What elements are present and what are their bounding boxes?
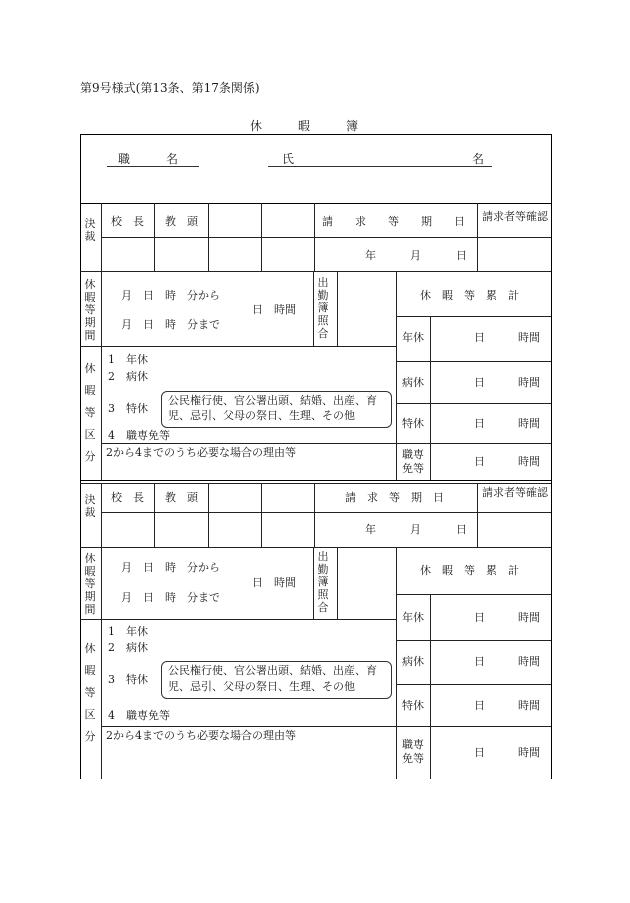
name-underline xyxy=(268,166,492,167)
position-label: 職 名 xyxy=(118,152,179,166)
vice-principal-label-2: 教 頭 xyxy=(165,491,198,504)
name-label-left: 氏 xyxy=(282,152,295,166)
cumulative-label: 休 暇 等 累 計 xyxy=(420,289,519,302)
frame-left xyxy=(80,134,81,779)
category-label-2: 休暇等区分 xyxy=(84,642,96,743)
category-label: 休暇等区分 xyxy=(84,362,96,463)
category-sick-2: 2 病休 xyxy=(108,641,148,654)
period-to-2: 月 日 時 分まで xyxy=(121,591,220,604)
request-month-2: 月 xyxy=(410,523,421,536)
decision-label: 決 裁 xyxy=(84,217,107,243)
total-duty-label-2: 職専免等 xyxy=(402,738,424,765)
total-sick-label-2: 病休 xyxy=(402,655,424,668)
period-to: 月 日 時 分まで xyxy=(121,318,220,331)
frame-right xyxy=(551,134,552,779)
total-annual-label: 年休 xyxy=(402,331,424,344)
request-date-label: 請 求 等 期 日 xyxy=(322,215,465,228)
category-special-2: 3 特休 xyxy=(108,673,148,686)
special-detail-1-2: 公民権行使、官公署出頭、結婚、出産、育 xyxy=(168,664,377,677)
principal-label-2: 校 長 xyxy=(111,491,144,504)
total-annual-days-2: 日 xyxy=(474,611,485,624)
total-annual-hours: 時間 xyxy=(518,331,540,344)
name-label-right: 名 xyxy=(472,152,485,166)
principal-label: 校 長 xyxy=(111,215,144,228)
attendance-check-label-2: 出勤簿照合 xyxy=(317,550,329,614)
total-special-days: 日 xyxy=(474,417,485,430)
form-title: 休 暇 簿 xyxy=(250,119,359,133)
total-duty-days: 日 xyxy=(474,455,485,468)
cumulative-label-2: 休 暇 等 累 計 xyxy=(420,564,519,577)
total-special-days-2: 日 xyxy=(474,699,485,712)
attendance-check-label: 出勤簿照合 xyxy=(317,276,329,340)
special-detail-1: 公民権行使、官公署出頭、結婚、出産、育 xyxy=(168,394,377,407)
total-special-label-2: 特休 xyxy=(402,699,424,712)
reason-note: 2から4までのうち必要な場合の理由等 xyxy=(106,446,296,459)
special-detail-2-2: 児、忌引、父母の祭日、生理、その他 xyxy=(168,680,355,693)
category-sick: 2 病休 xyxy=(108,370,148,383)
total-sick-label: 病休 xyxy=(402,376,424,389)
request-day: 日 xyxy=(456,249,467,262)
request-year-2: 年 xyxy=(365,523,376,536)
position-underline xyxy=(107,166,199,167)
period-label: 休暇等期間 xyxy=(84,278,96,342)
total-sick-hours-2: 時間 xyxy=(518,655,540,668)
total-special-label: 特休 xyxy=(402,417,424,430)
frame-top xyxy=(80,134,551,135)
category-special: 3 特休 xyxy=(108,402,148,415)
total-sick-days-2: 日 xyxy=(474,655,485,668)
request-year: 年 xyxy=(365,249,376,262)
category-duty: 4 職専免等 xyxy=(108,429,170,442)
block1-top xyxy=(80,203,551,204)
category-duty-2: 4 職専免等 xyxy=(108,709,170,722)
total-annual-hours-2: 時間 xyxy=(518,611,540,624)
total-duty-days-2: 日 xyxy=(474,746,485,759)
total-sick-days: 日 xyxy=(474,376,485,389)
form-number: 第9号様式(第13条、第17条関係) xyxy=(80,81,260,95)
reason-note-2: 2から4までのうち必要な場合の理由等 xyxy=(106,729,296,742)
period-days-hours: 日 時間 xyxy=(252,303,296,316)
period-label-2: 休暇等期間 xyxy=(84,552,96,616)
block2-top xyxy=(80,480,551,481)
decision-label-2: 決 裁 xyxy=(84,493,107,519)
category-annual-2: 1 年休 xyxy=(108,625,148,638)
category-annual: 1 年休 xyxy=(108,353,148,366)
request-day-2: 日 xyxy=(456,523,467,536)
total-annual-days: 日 xyxy=(474,331,485,344)
period-days-hours-2: 日 時間 xyxy=(252,576,296,589)
period-from: 月 日 時 分から xyxy=(121,289,220,302)
total-duty-hours: 時間 xyxy=(518,455,540,468)
vice-principal-label: 教 頭 xyxy=(165,215,198,228)
total-annual-label-2: 年休 xyxy=(402,611,424,624)
total-duty-hours-2: 時間 xyxy=(518,746,540,759)
request-date-label-2: 請 求 等 期 日 xyxy=(345,491,444,504)
total-duty-label: 職専免等 xyxy=(402,448,424,475)
requester-confirm-label: 請求者等確認 xyxy=(482,210,548,223)
requester-confirm-label-2: 請求者等確認 xyxy=(482,486,548,499)
total-special-hours: 時間 xyxy=(518,417,540,430)
request-month: 月 xyxy=(410,249,421,262)
total-special-hours-2: 時間 xyxy=(518,699,540,712)
period-from-2: 月 日 時 分から xyxy=(121,561,220,574)
special-detail-2: 児、忌引、父母の祭日、生理、その他 xyxy=(168,409,355,422)
b1-col-label xyxy=(101,203,102,480)
total-sick-hours: 時間 xyxy=(518,376,540,389)
